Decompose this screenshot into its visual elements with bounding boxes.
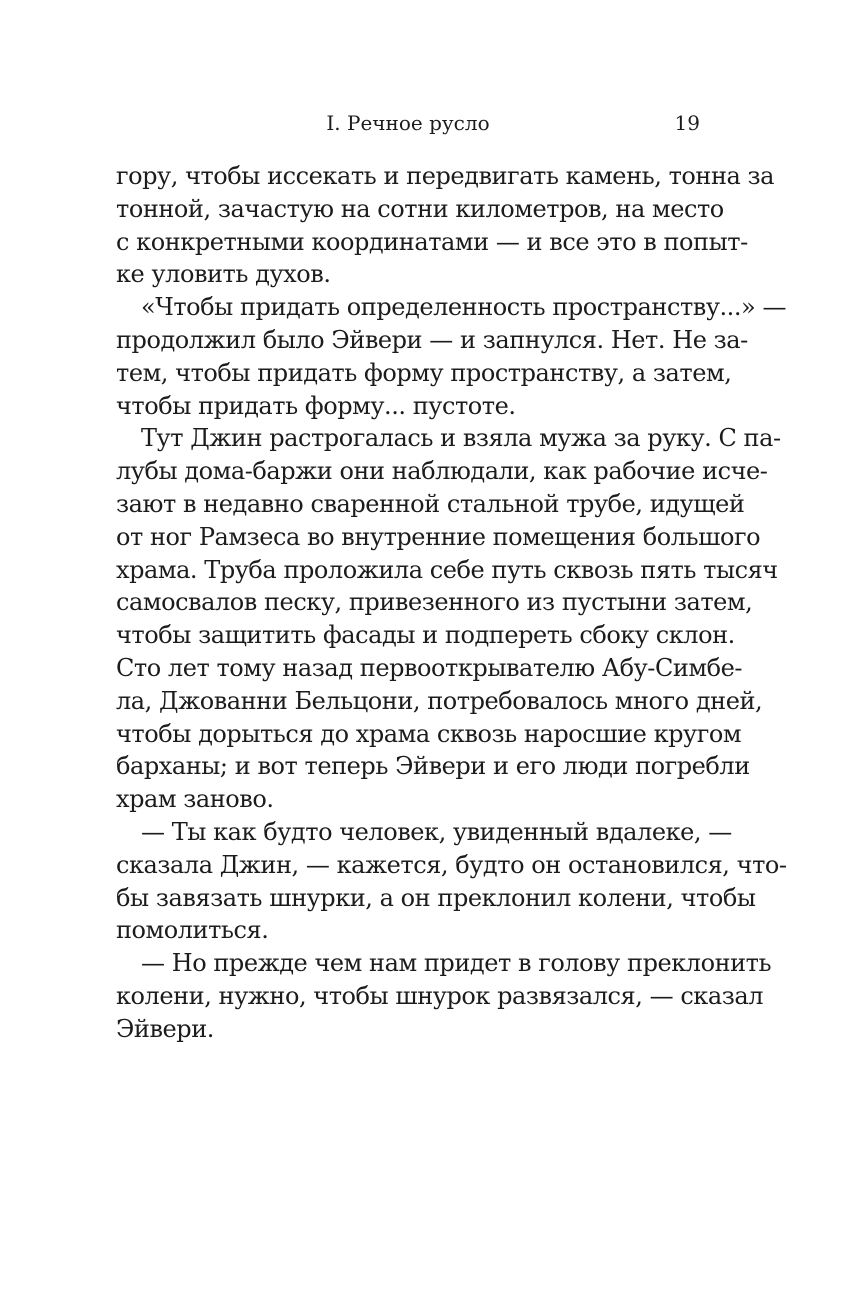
paragraph	[116, 947, 772, 1045]
paragraph	[116, 816, 787, 947]
text-line: колени, нужно, чтобы шнурок развязался, — сказал	[116, 981, 764, 1010]
text-line: Сто лет тому назад первооткрывателю Абу-Симбе-	[116, 653, 743, 682]
text-line: ла, Джованни Бельцони, потребовалось много дней,	[116, 686, 763, 715]
chapter-title: I. Речное русло	[326, 111, 490, 135]
text-line: Эйвери.	[116, 1014, 214, 1043]
text-line: помолиться.	[116, 916, 269, 945]
text-line: от ног Рамзеса во внутренние помещения большого	[116, 522, 761, 551]
text-line: Тут Джин растрогалась и взяла мужа за руку. С па-	[141, 424, 781, 453]
text-line: бы завязать шнурки, а он преклонил колени, чтобы	[116, 883, 756, 912]
text-line: барханы; и вот теперь Эйвери и его люди погребли	[116, 752, 750, 781]
paragraph	[116, 160, 775, 291]
text-line: чтобы защитить фасады и подпереть сбоку склон.	[116, 621, 735, 650]
text-line: — Ты как будто человек, увиденный вдалеке, —	[141, 817, 732, 846]
text-line: гору, чтобы иссекать и передвигать камень, тонна за	[116, 162, 775, 190]
text-line: зают в недавно сваренной стальной трубе, идущей	[116, 489, 745, 518]
text-line: тонной, зачастую на сотни километров, на место	[116, 194, 724, 223]
paragraph	[116, 291, 786, 422]
text-line: лубы дома-баржи они наблюдали, как рабочие исче-	[116, 457, 768, 486]
text-line: сказала Джин, — кажется, будто он остановился, что-	[116, 850, 787, 879]
text-line: с конкретными координатами — и все это в попыт-	[116, 227, 748, 256]
paragraph	[116, 422, 781, 816]
text-line: «Чтобы придать определенность пространству...» —	[141, 293, 786, 322]
text-line: храма. Труба проложила себе путь сквозь пять тысяч	[116, 555, 778, 584]
text-line: — Но прежде чем нам придет в голову преклонить	[141, 949, 772, 978]
body-text	[116, 160, 787, 1046]
text-line: чтобы придать форму... пустоте.	[116, 391, 516, 420]
text-line: храм заново.	[116, 785, 274, 814]
page-number: 19	[674, 111, 700, 135]
text-line: продолжил было Эйвери — и запнулся. Нет. Не за-	[116, 325, 748, 354]
text-line: чтобы дорыться до храма сквозь наросшие кругом	[116, 719, 742, 748]
text-line: ке уловить духов.	[116, 260, 331, 289]
text-line: самосвалов песку, привезенного из пустыни затем,	[116, 588, 753, 617]
text-line: тем, чтобы придать форму пространству, а затем,	[116, 358, 732, 387]
running-head	[116, 108, 700, 138]
